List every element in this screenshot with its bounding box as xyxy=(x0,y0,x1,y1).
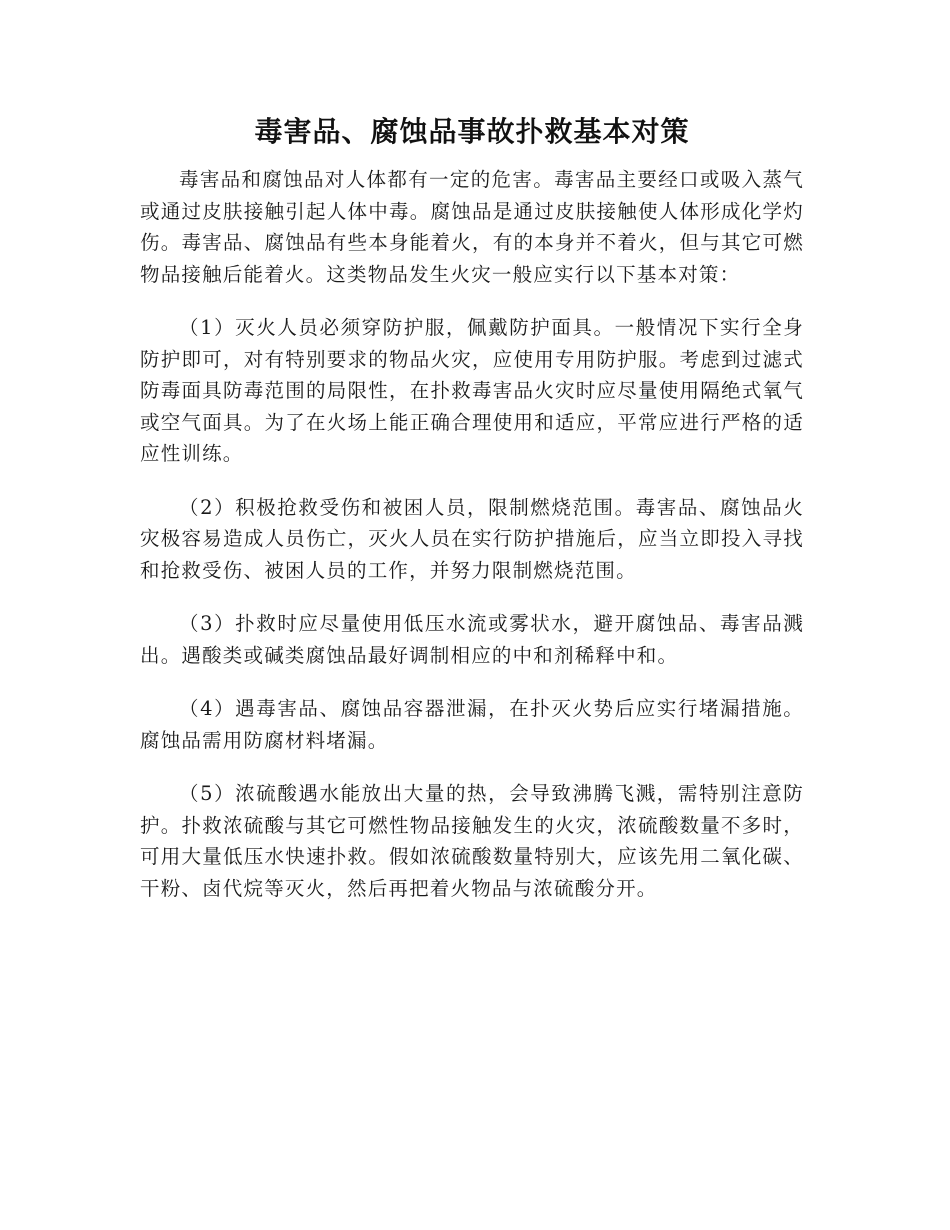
measure-paragraph-1: （1）灭火人员必须穿防护服，佩戴防护面具。一般情况下实行全身防护即可，对有特别要求的物品火灾，应使用专用防护服。考虑到过滤式防毒面具防毒范围的局限性，在扑救毒害品火灾时应尽量使用隔绝式氧气或空气面具。为了在火场上能正确合理使用和适应，平常应进行严格的适应性训练。 xyxy=(140,316,804,465)
measure-paragraph-4: （4）遇毒害品、腐蚀品容器泄漏，在扑灭火势后应实行堵漏措施。腐蚀品需用防腐材料堵漏。 xyxy=(140,697,804,752)
document-page xyxy=(140,112,804,926)
measure-paragraph-5: （5）浓硫酸遇水能放出大量的热，会导致沸腾飞溅，需特别注意防护。扑救浓硫酸与其它可燃性物品接触发生的火灾，浓硫酸数量不多时，可用大量低压水快速扑救。假如浓硫酸数量特别大，应该先用二氧化碳、干粉、卤代烷等灭火，然后再把着火物品与浓硫酸分开。 xyxy=(140,782,804,900)
document-title: 毒害品、腐蚀品事故扑救基本对策 xyxy=(254,115,690,148)
measure-paragraph-2: （2）积极抢救受伤和被困人员，限制燃烧范围。毒害品、腐蚀品火灾极容易造成人员伤亡，灭火人员在实行防护措施后，应当立即投入寻找和抢救受伤、被困人员的工作，并努力限制燃烧范围。 xyxy=(140,495,804,582)
measure-paragraph-3: （3）扑救时应尽量使用低压水流或雾状水，避开腐蚀品、毒害品溅出。遇酸类或碱类腐蚀品最好调制相应的中和剂稀释中和。 xyxy=(140,612,804,667)
intro-paragraph: 毒害品和腐蚀品对人体都有一定的危害。毒害品主要经口或吸入蒸气或通过皮肤接触引起人体中毒。腐蚀品是通过皮肤接触使人体形成化学灼伤。毒害品、腐蚀品有些本身能着火，有的本身并不着火，但与其它可燃物品接触后能着火。这类物品发生火灾一般应实行以下基本对策： xyxy=(140,168,804,286)
